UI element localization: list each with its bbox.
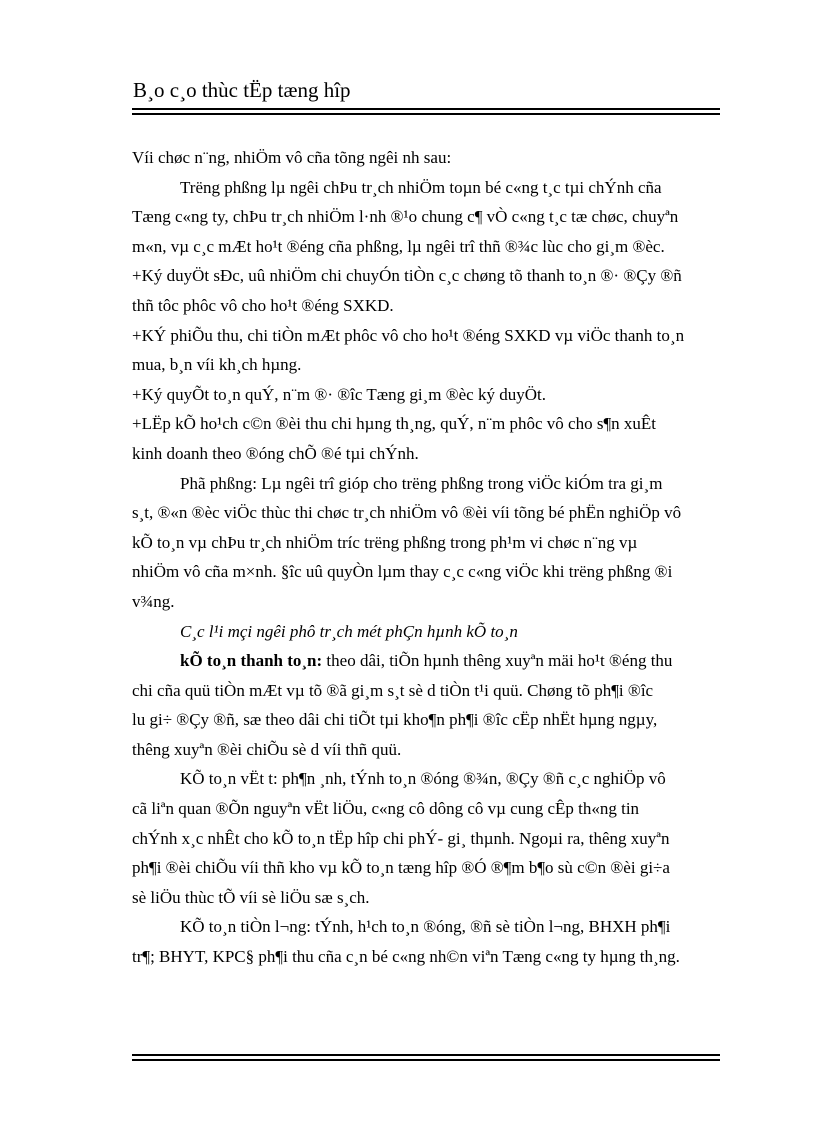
paragraph-line: Tæng c«ng ty, chÞu tr¸ch nhiÖm l·nh ®¹o chung c¶ vÒ c«ng t¸c tæ chøc, chuyªn	[132, 207, 679, 227]
paragraph-line: chi cña quü tiÒn mÆt vµ tõ ®ã gi¸m s¸t sè d tiÒn t¹i quü. Chøng tõ ph¶i ®îc	[132, 680, 654, 700]
header-rule	[132, 108, 720, 110]
paragraph-line: tr¶; BHYT, KPC§ ph¶i thu cña c¸n bé c«ng nh©n viªn Tæng c«ng ty hµng th¸ng.	[132, 947, 680, 967]
footer-rule-double	[132, 1059, 720, 1061]
paragraph-line: mua, b¸n víi kh¸ch hµng.	[132, 355, 302, 375]
footer-rule	[132, 1054, 720, 1056]
paragraph-line: kinh doanh theo ®óng chÕ ®é tµi chÝnh.	[132, 443, 419, 463]
paragraph-line: Phã phßng: Lµ ngêi trî gióp cho trëng phßng trong viÖc kiÓm tra gi¸m	[180, 473, 663, 493]
paragraph-line: thñ tôc phôc vô cho ho¹t ®éng SXKD.	[132, 295, 394, 315]
paragraph-line: Trëng phßng lµ ngêi chÞu tr¸ch nhiÖm toµn bé c«ng t¸c tµi chÝnh cña	[180, 177, 662, 197]
paragraph-line: v¾ng.	[132, 591, 175, 611]
paragraph-line: chÝnh x¸c nhÊt cho kÕ to¸n tËp hîp chi phÝ- gi¸ thµnh. Ngoµi ra, thêng xuyªn	[132, 828, 670, 848]
paragraph-line: thêng xuyªn ®èi chiÕu sè d víi thñ quü.	[132, 739, 402, 759]
paragraph-line: +Ký duyÖt sÐc, uû nhiÖm chi chuyÓn tiÒn c¸c chøng tõ thanh to¸n ®· ®Çy ®ñ	[132, 266, 682, 286]
paragraph-line	[132, 646, 740, 676]
document-body	[132, 143, 740, 972]
paragraph-line: +LËp kÕ ho¹ch c©n ®èi thu chi hµng th¸ng, quÝ, n¨m phôc vô cho s¶n xuÊt	[132, 414, 657, 434]
paragraph-line: cã liªn quan ®Õn nguyªn vËt liÖu, c«ng cô dông cô vµ cung cÊp th«ng tin	[132, 799, 640, 819]
paragraph-line: KÕ to¸n tiÒn l¬ng: tÝnh, h¹ch to¸n ®óng, ®ñ sè tiÒn l¬ng, BHXH ph¶i	[180, 917, 671, 937]
paragraph-line: +KÝ phiÕu thu, chi tiÒn mÆt phôc vô cho ho¹t ®éng SXKD vµ viÖc thanh to¸n	[132, 325, 685, 345]
paragraph-line: sè liÖu thùc tÕ víi sè liÖu sæ s¸ch.	[132, 887, 370, 907]
paragraph-line: m«n, vµ c¸c mÆt ho¹t ®éng cña phßng, lµ ngêi trî thñ ®¾c lùc cho gi¸m ®èc.	[132, 236, 665, 256]
section-heading: C¸c l¹i mçi ngêi phô tr¸ch mét phÇn hµnh kÕ to¸n	[180, 621, 518, 641]
paragraph-line: kÕ to¸n vµ chÞu tr¸ch nhiÖm tríc trëng phßng trong ph¹m vi chøc n¨ng vµ	[132, 532, 638, 552]
paragraph-line: lu gi÷ ®Çy ®ñ, sæ theo dâi chi tiÕt tµi kho¶n ph¶i ®îc cËp nhËt hµng ngµy,	[132, 710, 658, 730]
header-rule-double	[132, 113, 720, 115]
paragraph-line: nhiÖm vô cña m×nh. §îc uû quyÒn lµm thay c¸c c«ng viÖc khi trëng phßng ®i	[132, 562, 673, 582]
paragraph-line: ph¶i ®èi chiÕu víi thñ kho vµ kÕ to¸n tæng hîp ®Ó ®¶m b¶o sù c©n ®èi gi÷a	[132, 858, 670, 878]
paragraph-line: +Ký quyÕt to¸n quÝ, n¨m ®· ®îc Tæng gi¸m ®èc ký duyÖt.	[132, 384, 546, 404]
paragraph-text: theo dâi, tiÕn hµnh thêng xuyªn mäi ho¹t ®éng thu	[322, 651, 673, 671]
term-label: kÕ to¸n thanh to¸n:	[180, 651, 323, 671]
paragraph-line: Víi chøc n¨ng, nhiÖm vô cña tõng ngêi nh sau:	[132, 148, 452, 167]
page-title: B¸o c¸o thùc tËp tæng hîp	[133, 78, 351, 102]
paragraph-line: KÕ to¸n vËt t: ph¶n ¸nh, tÝnh to¸n ®óng ®¾n, ®Çy ®ñ c¸c nghiÖp vô	[180, 769, 666, 789]
paragraph-line: s¸t, ®«n ®èc viÖc thùc thi chøc tr¸ch nhiÖm vô ®èi víi tõng bé phËn nghiÖp vô	[132, 503, 682, 523]
